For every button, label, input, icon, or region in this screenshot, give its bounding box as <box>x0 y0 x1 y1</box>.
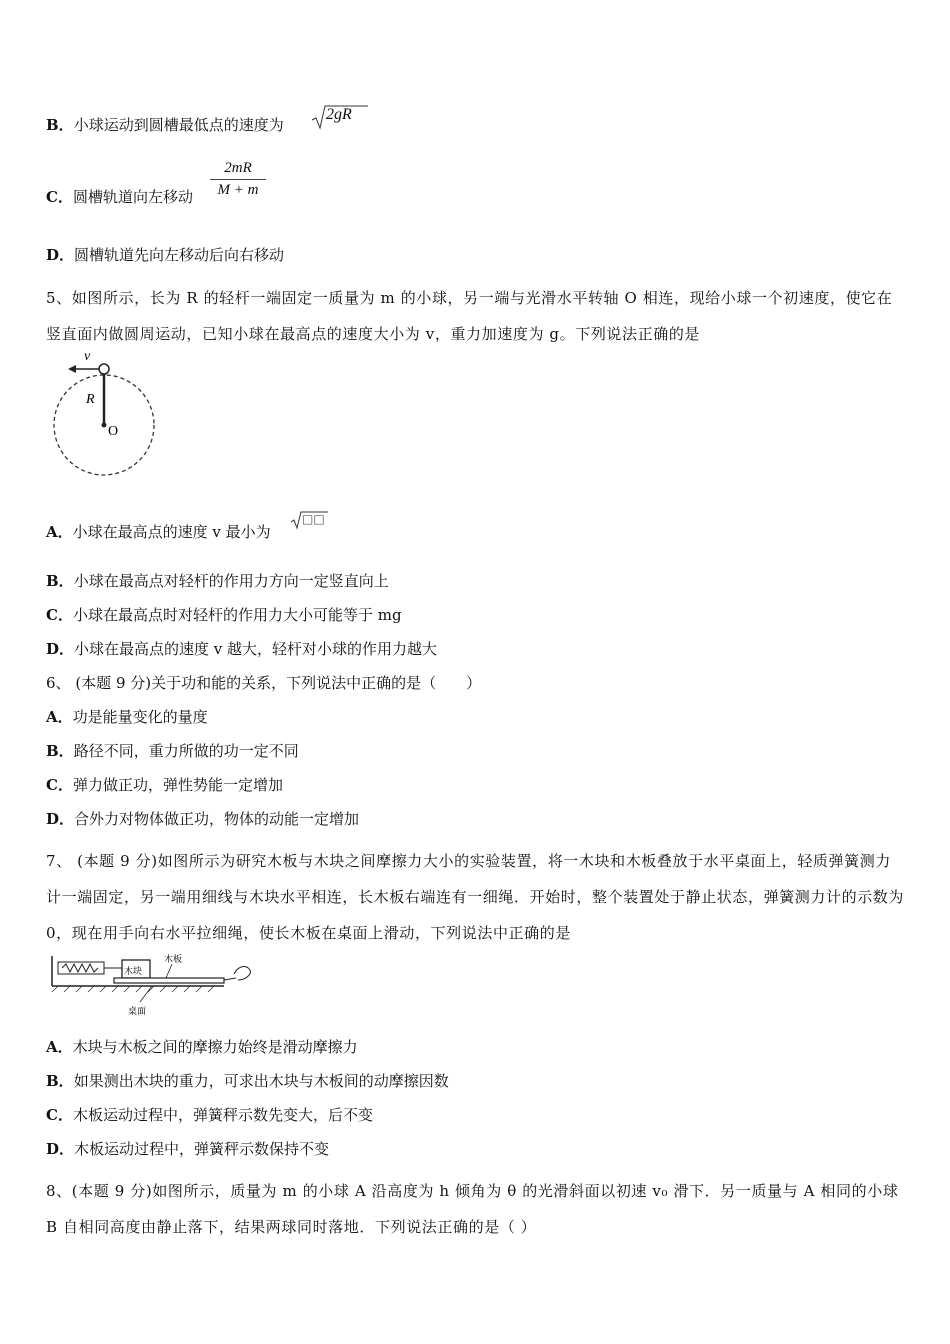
option-label: B． <box>46 116 74 134</box>
q5-option-d <box>46 639 437 659</box>
sqrt-content: 2gR <box>326 106 352 123</box>
option-text: 功是能量变化的量度 <box>72 708 208 726</box>
question-number: 7、 <box>46 852 72 870</box>
option-text: 弹力做正功，弹性势能一定增加 <box>72 776 283 794</box>
label-r: R <box>86 392 95 407</box>
board-pointer <box>166 964 172 978</box>
question-number: 5、 <box>46 289 72 307</box>
question-text: (本题 9 分)关于功和能的关系，下列说法中正确的是（ ） <box>75 674 482 692</box>
option-text: 合外力对物体做正功，物体的动能一定增加 <box>74 810 360 828</box>
q4-option-c-fraction <box>210 160 266 199</box>
option-text: 小球在最高点的速度 v 越大，轻杆对小球的作用力越大 <box>74 640 438 658</box>
option-label: D． <box>46 246 75 264</box>
option-label: C． <box>46 776 73 794</box>
label-block: 木块 <box>124 967 143 977</box>
q4-option-d <box>46 245 284 265</box>
option-text: 小球在最高点时对轻杆的作用力大小可能等于 mg <box>72 606 402 624</box>
question-number: 6、 <box>46 674 71 692</box>
table-pointer <box>140 986 152 1002</box>
q7-option-c <box>46 1105 373 1125</box>
option-label: C． <box>46 188 73 206</box>
question-number: 8、 <box>46 1182 72 1200</box>
q4-option-b <box>46 115 284 135</box>
option-text: 木板运动过程中，弹簧秤示数先变大，后不变 <box>72 1106 373 1124</box>
option-label: B． <box>46 572 74 590</box>
option-text: 圆槽轨道先向左移动后向右移动 <box>74 246 285 264</box>
option-text: 如果测出木块的重力，可求出木块与木板间的动摩擦因数 <box>73 1072 449 1090</box>
option-text: 木板运动过程中，弹簧秤示数保持不变 <box>74 1140 330 1158</box>
q7-option-d <box>46 1139 329 1159</box>
q6-option-d <box>46 809 359 829</box>
q8-stem <box>46 1173 906 1245</box>
fraction-bar <box>210 179 266 180</box>
table-hatch <box>52 986 214 992</box>
q5-option-b <box>46 571 389 591</box>
ball <box>99 364 109 374</box>
fraction-numerator: 2mR <box>224 160 252 176</box>
pull-rope <box>224 978 236 980</box>
option-label: B． <box>46 1072 74 1090</box>
q7-option-b <box>46 1071 449 1091</box>
option-text: 木块与木板之间的摩擦力始终是滑动摩擦力 <box>72 1038 358 1056</box>
option-text: 小球在最高点的速度 v 最小为 <box>72 523 271 541</box>
q7-figure <box>48 952 258 1017</box>
label-table: 桌面 <box>128 1007 147 1017</box>
q5-option-a-formula <box>290 510 330 534</box>
q5-option-c <box>46 605 402 625</box>
q6-stem <box>46 673 481 693</box>
q6-option-b <box>46 741 299 761</box>
option-text: 路径不同，重力所做的功一定不同 <box>73 742 299 760</box>
wood-board <box>114 978 224 983</box>
option-text: 小球运动到圆槽最低点的速度为 <box>73 116 284 134</box>
label-o: O <box>108 424 119 439</box>
q6-option-a <box>46 707 208 727</box>
option-text: 圆槽轨道向左移动 <box>72 188 193 206</box>
option-label: C． <box>46 1106 73 1124</box>
q7-option-a <box>46 1037 358 1057</box>
option-label: A． <box>46 708 73 726</box>
q4-option-b-formula <box>310 104 370 134</box>
q4-option-c <box>46 187 193 207</box>
label-board: 木板 <box>164 955 183 965</box>
q5-figure <box>44 345 174 495</box>
pivot <box>102 423 107 428</box>
spring-scale <box>58 962 104 974</box>
option-label: B． <box>46 742 74 760</box>
label-v: v <box>84 349 91 364</box>
question-text: (本题 9 分)如图所示，质量为 m 的小球 A 沿高度为 h 倾角为 θ 的光滑斜面以初速 v₀ 滑下．另一质量与 A 相同的小球 B 自相同高度由静止落下，结果两球同时落地．下列说法正确的是（ ） <box>46 1182 899 1236</box>
q6-option-c <box>46 775 283 795</box>
option-label: A． <box>46 1038 73 1056</box>
option-label: D． <box>46 810 75 828</box>
sqrt-content: □□ <box>302 512 325 526</box>
question-text: 如图所示，长为 R 的轻杆一端固定一质量为 m 的小球，另一端与光滑水平转轴 O 相连，现给小球一个初速度，使它在竖直面内做圆周运动，已知小球在最高点的速度大小为 v，重力加速度为 g。下列说法正确的是 <box>46 289 893 343</box>
q5-option-a <box>46 522 271 542</box>
q7-stem <box>46 843 906 951</box>
q5-stem <box>46 280 906 352</box>
hand <box>234 967 250 980</box>
arrow-head <box>68 365 76 373</box>
option-text: 小球在最高点对轻杆的作用力方向一定竖直向上 <box>73 572 389 590</box>
option-label: A． <box>46 523 73 541</box>
option-label: C． <box>46 606 73 624</box>
option-label: D． <box>46 1140 75 1158</box>
option-label: D． <box>46 640 75 658</box>
question-text: (本题 9 分)如图所示为研究木板与木块之间摩擦力大小的实验装置，将一木块和木板叠放于水平桌面上，轻质弹簧测力计一端固定，另一端用细线与木块水平相连，长木板右端连有一细绳．开始时，整个装置处于静止状态，弹簧测力计的示数为 0，现在用手向右水平拉细绳，使长木板在桌面上滑动，下列说法中正确的是 <box>46 852 905 942</box>
fraction-denominator: M + m <box>217 182 259 198</box>
